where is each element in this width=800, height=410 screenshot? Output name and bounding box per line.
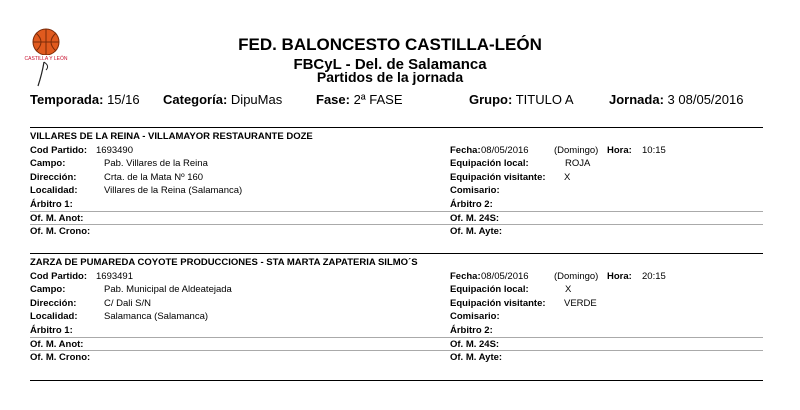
- game-row: [30, 310, 763, 324]
- jornada-filter: [609, 92, 743, 107]
- localidad-value: Villares de la Reina (Salamanca): [104, 185, 243, 197]
- dia-value: (Domingo): [554, 144, 599, 156]
- game-row: [30, 324, 763, 338]
- fecha-label: Fecha:: [450, 144, 481, 156]
- temporada-label: Temporada:: [30, 92, 104, 107]
- of24-label: Of. M. 24S:: [450, 338, 500, 350]
- direccion-label: Dirección:: [30, 297, 77, 309]
- game-divider: [30, 253, 763, 254]
- fase-value: 2ª FASE: [353, 92, 403, 107]
- anot-label: Of. M. Anot:: [30, 338, 84, 350]
- categoria-value: DipuMas: [230, 92, 283, 107]
- eq-visit-label: Equipación visitante:: [450, 297, 546, 309]
- hora-value: 10:15: [642, 144, 666, 156]
- of24-label: Of. M. 24S:: [450, 212, 500, 224]
- game-row: [30, 144, 763, 158]
- arbitro1-label: Árbitro 1:: [30, 198, 73, 210]
- direccion-label: Dirección:: [30, 171, 77, 183]
- grupo-filter: [469, 92, 574, 107]
- eq-visit-label: Equipación visitante:: [450, 171, 546, 183]
- categoria-label: Categoría:: [163, 92, 228, 107]
- comisario-label: Comisario:: [450, 185, 500, 197]
- eq-local-label: Equipación local:: [450, 158, 529, 170]
- eq-local-value: ROJA: [565, 158, 591, 170]
- categoria-filter: [163, 92, 282, 107]
- comisario-label: Comisario:: [450, 311, 500, 323]
- localidad-label: Localidad:: [30, 311, 78, 323]
- game-block: [30, 130, 763, 239]
- hora-label: Hora:: [607, 144, 632, 156]
- jornada-value: 3: [667, 92, 675, 107]
- campo-value: Pab. Villares de la Reina: [104, 158, 208, 170]
- game-row: [30, 171, 763, 185]
- game-teams: VILLARES DE LA REINA - VILLAMAYOR RESTAURANTE DOZE: [30, 131, 313, 142]
- eq-visit-value: X: [564, 171, 571, 183]
- ayte-label: Of. M. Ayte:: [450, 226, 503, 238]
- game-row: [30, 283, 763, 297]
- localidad-label: Localidad:: [30, 185, 78, 197]
- fase-label: Fase:: [316, 92, 350, 107]
- game-row: [30, 351, 763, 365]
- eq-local-label: Equipación local:: [450, 284, 529, 296]
- direccion-value: C/ Dali S/N: [104, 297, 151, 309]
- arbitro2-label: Árbitro 2:: [450, 198, 493, 210]
- campo-label: Campo:: [30, 284, 66, 296]
- game-row: [30, 225, 763, 239]
- eq-visit-value: VERDE: [564, 297, 597, 309]
- game-row: [30, 297, 763, 311]
- direccion-value: Crta. de la Mata Nº 160: [104, 171, 204, 183]
- fecha-label: Fecha:: [450, 270, 481, 282]
- anot-label: Of. M. Anot:: [30, 212, 84, 224]
- campo-value: Pab. Municipal de Aldeatejada: [104, 284, 232, 296]
- cod-label: Cod Partido:: [30, 144, 87, 156]
- game-teams: ZARZA DE PUMAREDA COYOTE PRODUCCIONES - STA MARTA ZAPATERIA SILMO´S: [30, 257, 418, 268]
- arbitro1-label: Árbitro 1:: [30, 324, 73, 336]
- temporada-filter: [30, 92, 140, 107]
- page-subtitle: FBCyL - Del. de Salamanca: [293, 56, 487, 73]
- dia-value: (Domingo): [554, 270, 599, 282]
- filter-bar: [0, 92, 800, 108]
- crono-label: Of. M. Crono:: [30, 352, 91, 364]
- game-row: [30, 184, 763, 198]
- game-row: [30, 270, 763, 284]
- campo-label: Campo:: [30, 158, 66, 170]
- fecha-value: 08/05/2016: [481, 270, 529, 282]
- hora-value: 20:15: [642, 270, 666, 282]
- cod-value: 1693490: [96, 144, 133, 156]
- game-row: [30, 212, 763, 226]
- top-rule: [30, 127, 763, 128]
- fecha-value: 08/05/2016: [481, 144, 529, 156]
- game-row: [30, 198, 763, 212]
- grupo-value: TITULO A: [515, 92, 574, 107]
- game-row: [30, 157, 763, 171]
- game-row: [30, 338, 763, 352]
- logo-text: CASTILLA Y LEÓN: [24, 56, 68, 62]
- cod-value: 1693491: [96, 270, 133, 282]
- bottom-rule: [30, 380, 763, 381]
- fase-filter: [316, 92, 402, 107]
- grupo-label: Grupo:: [469, 92, 513, 107]
- arbitro2-label: Árbitro 2:: [450, 324, 493, 336]
- game-block: [30, 256, 763, 365]
- temporada-value: 15/16: [107, 92, 140, 107]
- hora-label: Hora:: [607, 270, 632, 282]
- eq-local-value: X: [565, 284, 572, 296]
- jornada-label: Jornada:: [609, 92, 664, 107]
- page-title: FED. BALONCESTO CASTILLA-LEÓN: [238, 35, 542, 54]
- report-title: Partidos de la jornada: [316, 69, 464, 85]
- jornada-date: 08/05/2016: [678, 92, 744, 107]
- crono-label: Of. M. Crono:: [30, 226, 91, 238]
- ayte-label: Of. M. Ayte:: [450, 352, 503, 364]
- cod-label: Cod Partido:: [30, 270, 87, 282]
- localidad-value: Salamanca (Salamanca): [104, 311, 209, 323]
